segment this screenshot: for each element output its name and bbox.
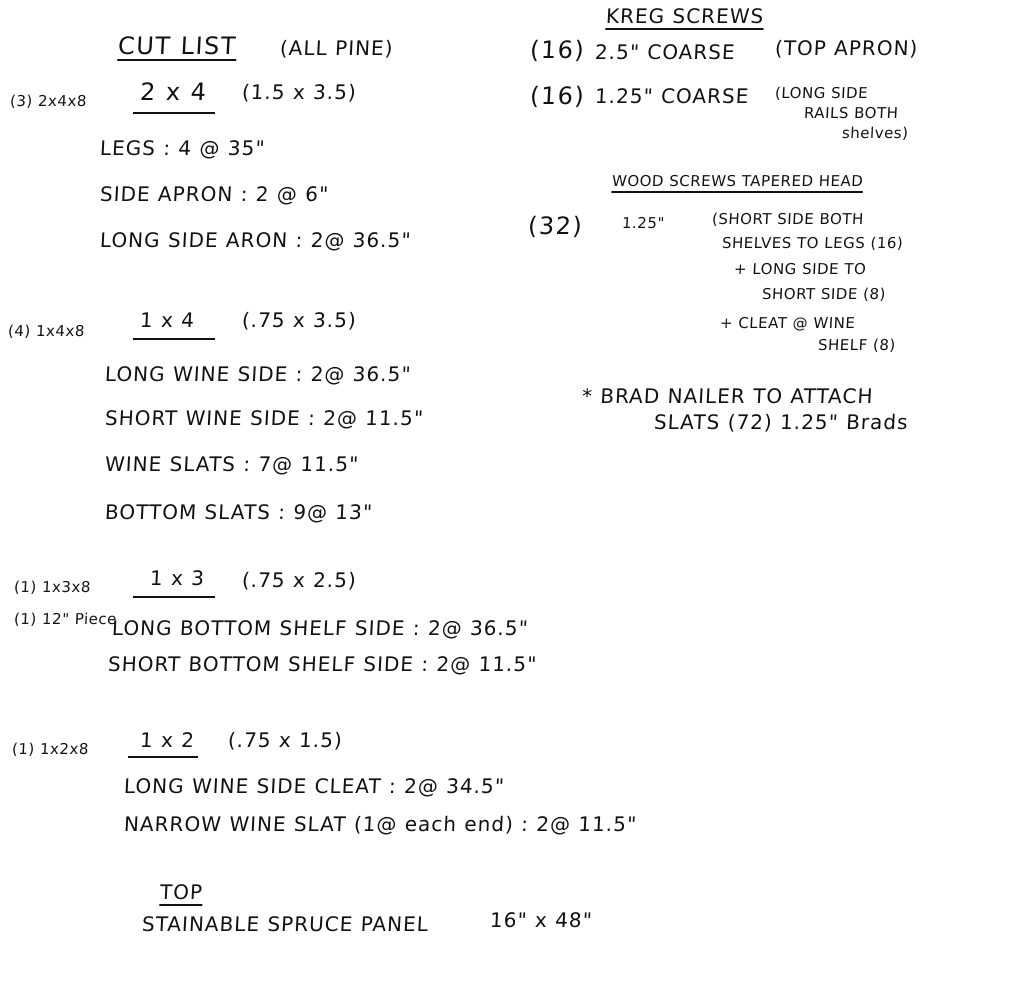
kreg-note: shelves) (841, 124, 909, 142)
board-dims: (1.5 x 3.5) (241, 80, 358, 104)
kreg-note: (TOP APRON) (774, 36, 919, 60)
size-underline (133, 112, 215, 114)
wood-note: (SHORT SIDE BOTH (711, 210, 865, 228)
stock-qty: (3) 2x4x8 (9, 92, 88, 110)
wood-note: SHELVES TO LEGS (16) (721, 234, 904, 252)
kreg-heading: KREG SCREWS (605, 4, 765, 28)
cut-item: BOTTOM SLATS : 9@ 13" (104, 500, 374, 524)
wood-heading: WOOD SCREWS TAPERED HEAD (611, 172, 864, 190)
size-underline (128, 756, 198, 758)
wood-qty: (32) (527, 212, 584, 240)
board-dims: (.75 x 1.5) (227, 728, 344, 752)
wood-spec: 1.25" (621, 214, 666, 232)
board-size: 1 x 2 (139, 728, 196, 752)
top-item: STAINABLE SPRUCE PANEL (141, 912, 430, 936)
stock-qty: (4) 1x4x8 (7, 322, 86, 340)
kreg-spec: 1.25" COARSE (594, 84, 750, 108)
kreg-spec: 2.5" COARSE (594, 40, 737, 64)
cut-item: LONG WINE SIDE : 2@ 36.5" (104, 362, 413, 386)
cut-item: SHORT WINE SIDE : 2@ 11.5" (104, 406, 425, 430)
board-size: 2 x 4 (139, 78, 209, 106)
stock-qty: (1) 1x3x8 (13, 578, 92, 596)
board-size: 1 x 4 (139, 308, 196, 332)
stock-qty: (1) 12" Piece (13, 610, 118, 628)
size-underline (133, 338, 215, 340)
board-size: 1 x 3 (149, 566, 206, 590)
board-dims: (.75 x 3.5) (241, 308, 358, 332)
cut-item: LONG SIDE ARON : 2@ 36.5" (99, 228, 413, 252)
page-title: CUT LIST (117, 32, 238, 60)
cut-item: LONG BOTTOM SHELF SIDE : 2@ 36.5" (111, 616, 530, 640)
wood-note: + CLEAT @ WINE (719, 314, 856, 332)
cut-item: SIDE APRON : 2 @ 6" (99, 182, 330, 206)
kreg-qty: (16) (529, 36, 586, 64)
cut-item: WINE SLATS : 7@ 11.5" (104, 452, 360, 476)
top-size: 16" x 48" (489, 908, 594, 932)
cut-item: SHORT BOTTOM SHELF SIDE : 2@ 11.5" (107, 652, 538, 676)
title-note: (ALL PINE) (279, 36, 395, 60)
brad-note: * BRAD NAILER TO ATTACH (581, 384, 875, 408)
cut-item: LEGS : 4 @ 35" (99, 136, 267, 160)
kreg-qty: (16) (529, 82, 586, 110)
wood-note: + LONG SIDE TO (733, 260, 867, 278)
top-heading: TOP (159, 880, 204, 904)
kreg-note: (LONG SIDE (774, 84, 869, 102)
cut-item: LONG WINE SIDE CLEAT : 2@ 34.5" (123, 774, 506, 798)
wood-note: SHORT SIDE (8) (761, 285, 887, 303)
wood-note: SHELF (8) (817, 336, 897, 354)
board-dims: (.75 x 2.5) (241, 568, 358, 592)
size-underline (133, 596, 215, 598)
kreg-note: RAILS BOTH (803, 104, 899, 122)
cut-item: NARROW WINE SLAT (1@ each end) : 2@ 11.5" (123, 812, 638, 836)
brad-note: SLATS (72) 1.25" Brads (653, 410, 910, 434)
stock-qty: (1) 1x2x8 (11, 740, 90, 758)
